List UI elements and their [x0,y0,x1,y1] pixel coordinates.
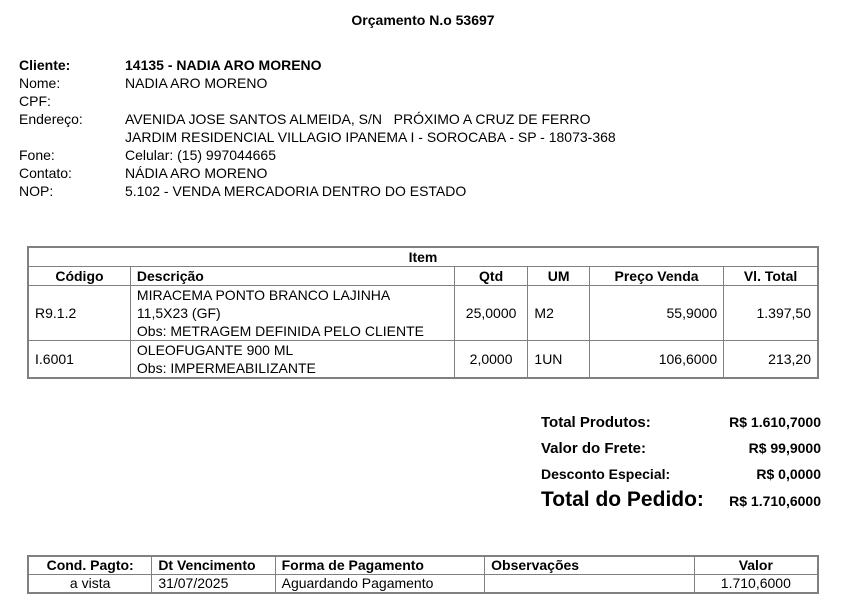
items-group-header-row [28,247,818,267]
item-price: 55,9000 [589,286,723,341]
client-row [19,56,616,74]
client-info [19,56,616,200]
name-value: NADIA ARO MORENO [125,75,268,91]
items-table [27,246,819,379]
item-obs-line: Obs: METRAGEM DEFINIDA PELO CLIENTE [136,323,424,339]
item-price: 106,6000 [589,341,723,379]
col-vl-total: Vl. Total [724,267,818,286]
col-descricao: Descrição [130,267,454,286]
total-produtos-value: R$ 1.610,7000 [729,414,821,430]
item-obs-line: Obs: IMPERMEABILIZANTE [136,360,316,376]
table-row [28,286,818,341]
phone-value: Celular: (15) 997044665 [125,147,276,163]
item-total: 1.397,50 [724,286,818,341]
name-row [19,74,616,92]
address-line-1: AVENIDA JOSE SANTOS ALMEIDA, S/N PRÓXIMO A CRUZ DE FERRO [125,111,591,127]
payment-due-date: 31/07/2025 [152,575,275,594]
item-um: M2 [528,286,590,341]
payment-value: 1.710,6000 [694,575,818,594]
items-column-header-row [28,267,818,286]
col-dt-vencimento: Dt Vencimento [152,556,275,575]
payments-table [27,555,819,594]
col-cond-pagto: Cond. Pagto: [28,556,152,575]
payments-header-row [28,556,818,575]
item-desc-line: 11,5X23 (GF) [136,305,221,321]
col-um: UM [528,267,590,286]
item-total: 213,20 [724,341,818,379]
items-group-header: Item [28,247,818,267]
address-label-empty [19,128,125,146]
contact-row [19,164,616,182]
col-preco-venda: Preço Venda [589,267,723,286]
address-row-2 [19,128,616,146]
table-row [28,575,818,594]
total-produtos-row [541,414,821,440]
address-label: Endereço: [19,111,83,127]
col-observacoes: Observações [485,556,695,575]
valor-frete-row [541,440,821,466]
payment-notes [485,575,695,594]
col-valor: Valor [694,556,818,575]
col-qtd: Qtd [454,267,528,286]
valor-frete-value: R$ 99,9000 [748,440,821,456]
cpf-row [19,92,616,110]
contact-label: Contato: [19,165,72,181]
item-desc-line: MIRACEMA PONTO BRANCO LAJINHA [136,287,391,303]
valor-frete-label: Valor do Frete: [541,440,647,457]
name-label: Nome: [19,75,61,91]
client-value: 14135 - NADIA ARO MORENO [125,57,322,73]
nop-label: NOP: [19,183,54,199]
total-pedido-row [541,488,821,518]
contact-value: NÁDIA ARO MORENO [125,165,268,181]
item-qtd: 2,0000 [454,341,528,379]
nop-value: 5.102 - VENDA MERCADORIA DENTRO DO ESTADO [125,183,467,199]
total-pedido-value: R$ 1.710,6000 [729,493,821,509]
col-codigo: Código [28,267,130,286]
total-pedido-label: Total do Pedido: [541,488,704,511]
payment-method: Aguardando Pagamento [275,575,485,594]
totals-block [541,414,821,518]
item-code: I.6001 [28,341,130,379]
item-desc-line: OLEOFUGANTE 900 ML [136,342,294,358]
address-line-2: JARDIM RESIDENCIAL VILLAGIO IPANEMA I - SOROCABA - SP - 18073-368 [125,129,616,145]
phone-row [19,146,616,164]
table-row [28,341,818,379]
item-code: R9.1.2 [28,286,130,341]
cpf-value [125,92,129,110]
col-forma-pagamento: Forma de Pagamento [275,556,485,575]
item-um: 1UN [528,341,590,379]
cpf-label: CPF: [19,93,51,109]
phone-label: Fone: [19,147,55,163]
payment-cond: a vista [28,575,152,594]
address-row [19,110,616,128]
desconto-label: Desconto Especial: [541,466,671,482]
desconto-row [541,466,821,486]
item-description [130,286,454,341]
desconto-value: R$ 0,0000 [756,466,821,482]
total-produtos-label: Total Produtos: [541,414,651,431]
nop-row [19,182,616,200]
client-label: Cliente: [19,57,71,73]
page-title: Orçamento N.o 53697 [351,12,495,28]
item-description [130,341,454,379]
item-qtd: 25,0000 [454,286,528,341]
